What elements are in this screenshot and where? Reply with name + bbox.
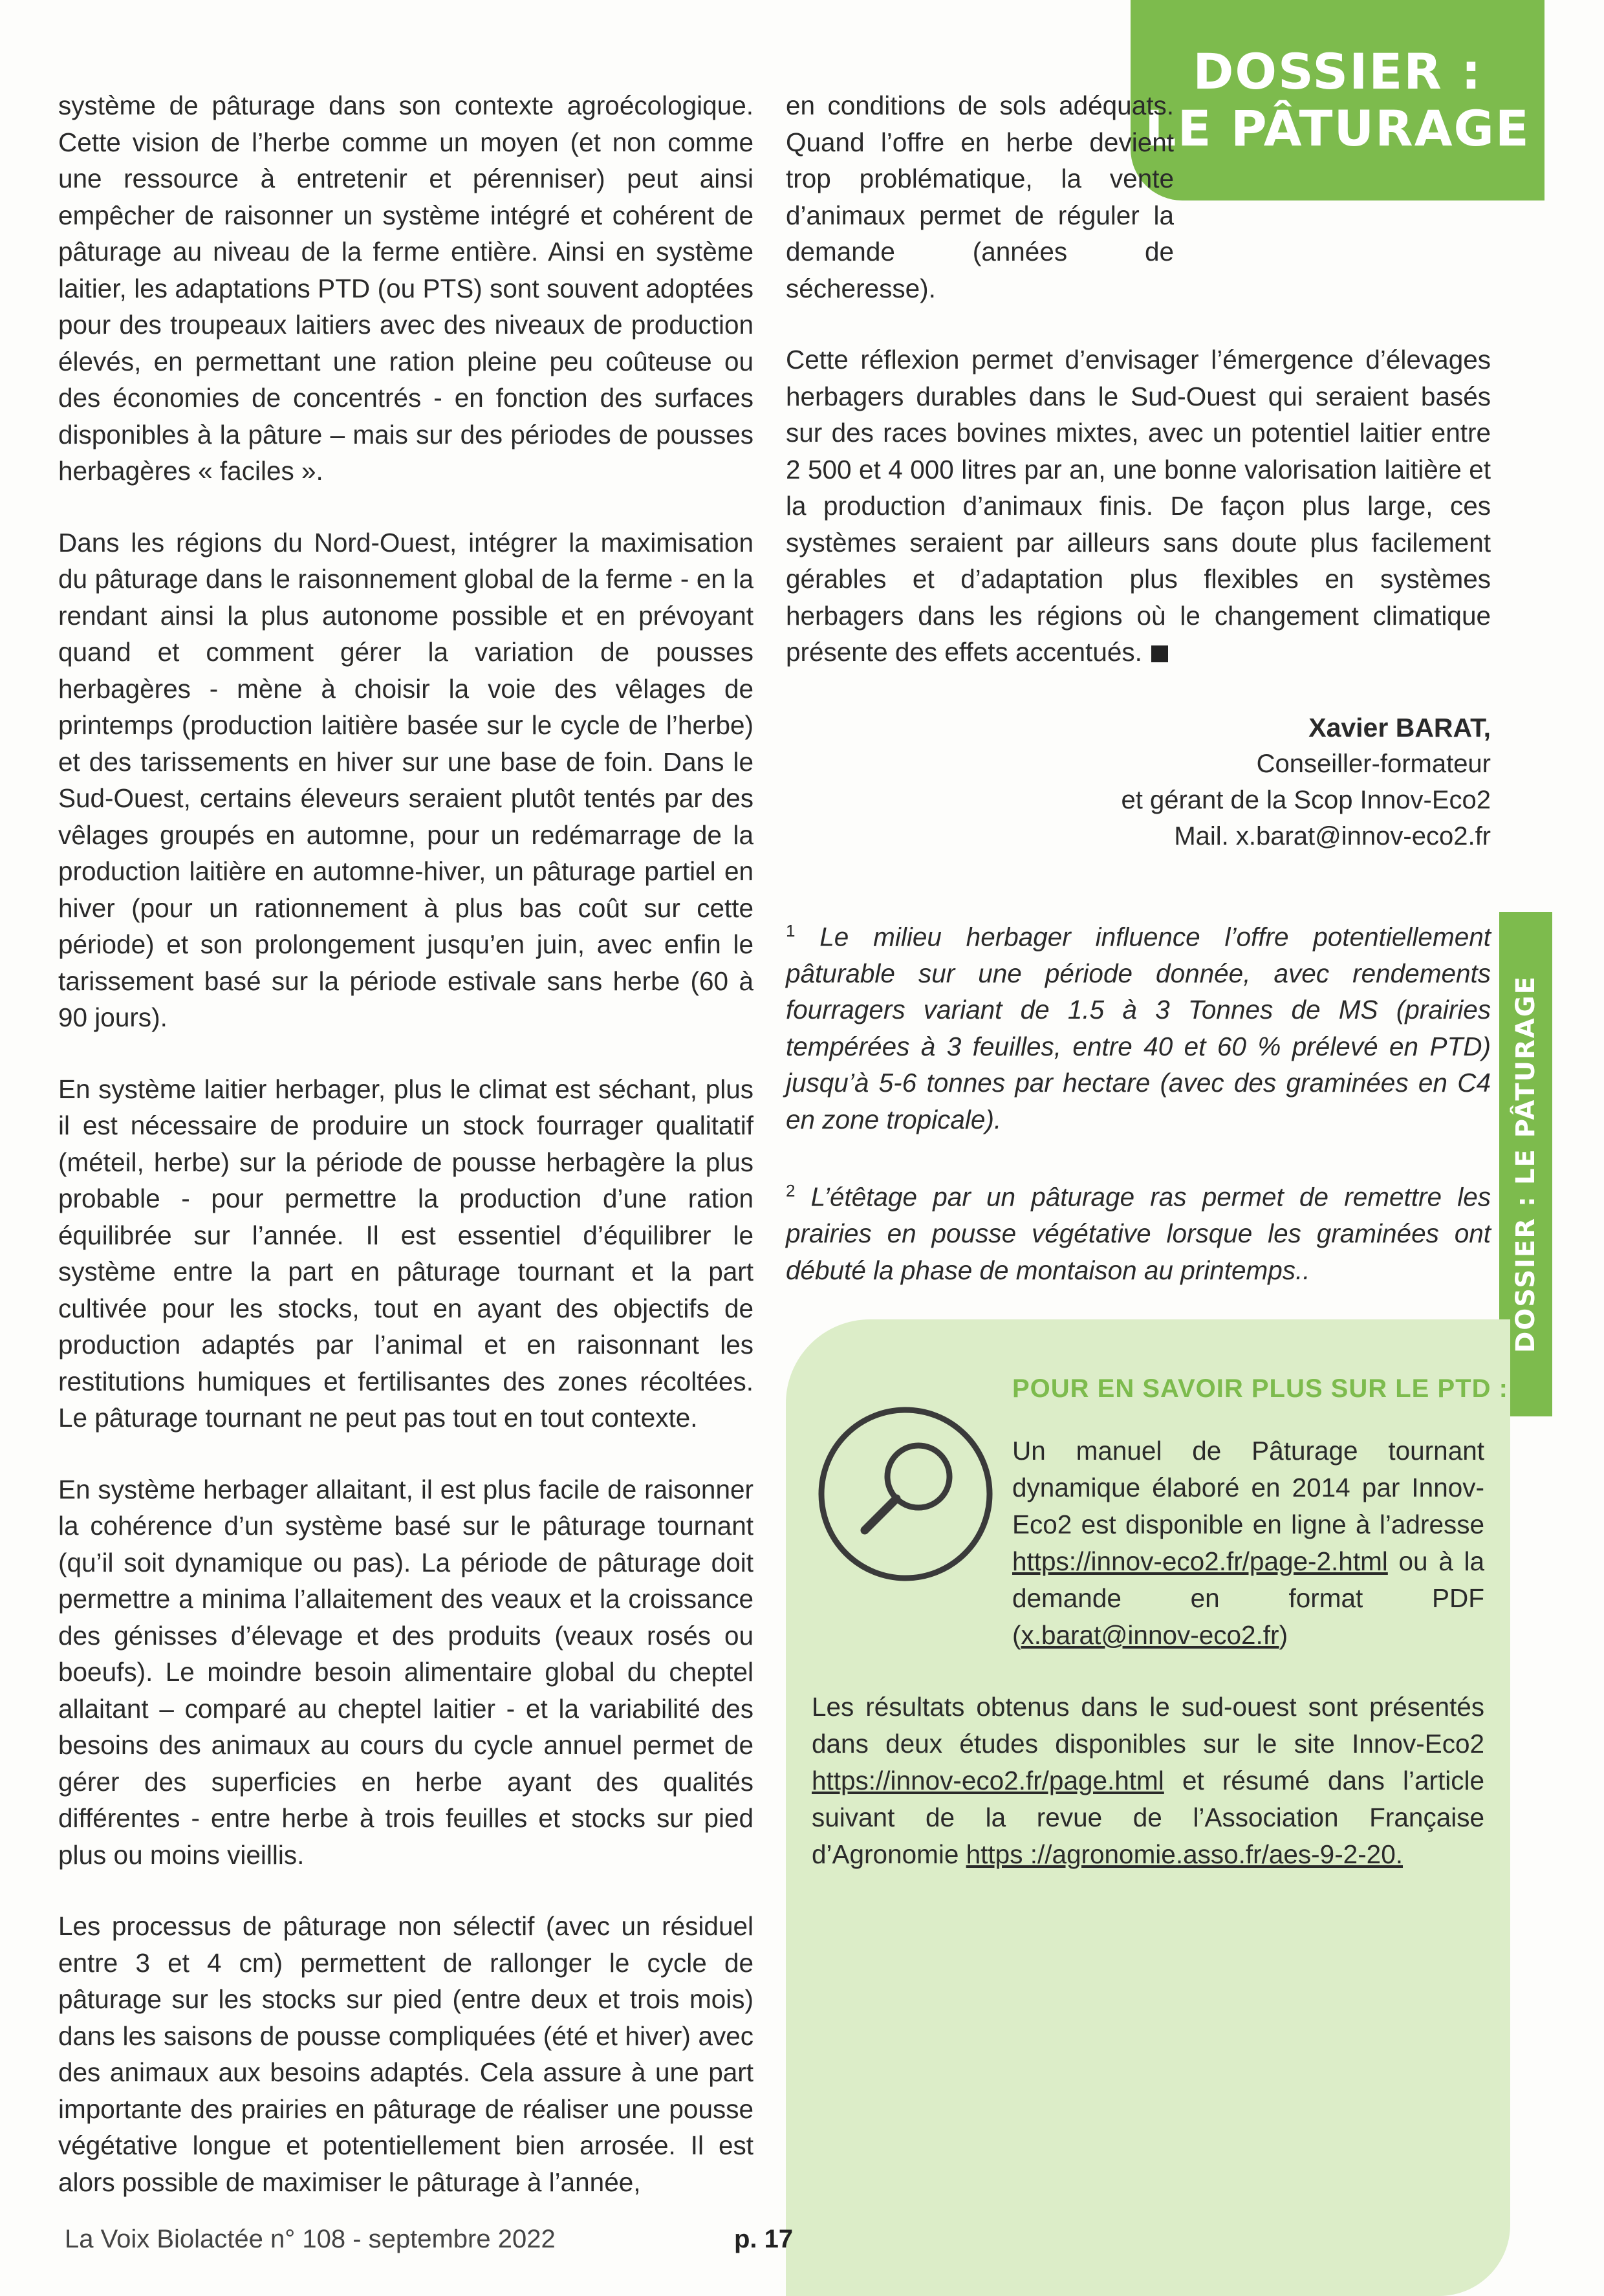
info-paragraph-2-text: Les résultats obtenus dans le sud-ouest sont présentés dans deux études disponibles sur le site Innov-Eco2: [812, 1692, 1484, 1759]
info-paragraph-2-mid: et résumé dans l’article suivant de la revue de l’Association Française d’Agronomie: [812, 1766, 1484, 1869]
side-tab-label: DOSSIER : LE PÂTURAGE: [1511, 975, 1541, 1353]
author-name: Xavier BARAT,: [1308, 712, 1491, 742]
right-column: [786, 87, 1491, 1323]
info-paragraph-1-mid: ou à la demande en format PDF (: [1012, 1546, 1484, 1650]
left-paragraph-5: Les processus de pâturage non sélectif (avec un résiduel entre 3 et 4 cm) permettent de rallonger le cycle de pâturage sur les stocks sur pied (entre deux et trois mois) dans les saisons de pousse compliquées (été et hiver) avec des animaux aux besoins adaptés. Cela assure à une part importante des prairies en pâturage de réaliser une pousse végétative longue et potentiellement bien arrosée. Il est alors possible de maximiser le pâturage à l’année,: [58, 1911, 753, 2197]
info-paragraph-1-end: ): [1279, 1620, 1288, 1650]
email-link[interactable]: x.barat@innov-eco2.fr: [1021, 1620, 1279, 1650]
dossier-title-line1: DOSSIER :: [1193, 43, 1482, 100]
info-box-title: POUR EN SAVOIR PLUS SUR LE PTD :: [1012, 1374, 1508, 1403]
end-square-icon: [1151, 645, 1168, 662]
right-paragraph-1: en conditions de sols adéquats. Quand l’offre en herbe devient trop problématique, la vente d’animaux permet de réguler la demande (années de sécheresse).: [786, 91, 1174, 303]
agronomie-link[interactable]: https ://agronomie.asso.fr/aes-9-2-20.: [966, 1839, 1403, 1869]
left-paragraph-3: En système laitier herbager, plus le climat est séchant, plus il est nécessaire de produire un stock fourrager qualitatif (méteil, herbe) sur la période de pousse herbagère la plus probable - pour permettre la production d’une ration équilibrée sur l’année. Il est essentiel d’équilibrer le système entre la part en pâturage tournant et la part cultivée pour les stocks, tout en ayant des objectifs de production adaptés par l’animal et en raisonnant les restitutions humiques et fertilisantes des zones récoltées. Le pâturage tournant ne peut pas tout en tout contexte.: [58, 1074, 753, 1433]
author-role: Conseiller-formateur: [1256, 749, 1491, 778]
right-paragraph-2-text: Cette réflexion permet d’envisager l’émergence d’élevages herbagers durables dans le Sud-Ouest qui seraient basés sur des races bovines mixtes, avec un potentiel laitier entre 2 500 et 4 000 litres par an, une bonne valorisation laitière et la production d’animaux finis. De façon plus large, ces systèmes seraient par ailleurs sans doute plus facilement gérables et d’adaptation plus flexibles en systèmes herbagers dans les régions où le changement climatique présente des effets accentués.: [786, 345, 1491, 667]
footnote-2: [786, 1173, 1491, 1288]
author-signature: [786, 709, 1491, 854]
right-paragraph-2: [786, 341, 1491, 671]
left-paragraph-4: En système herbager allaitant, il est plus facile de raisonner la cohérence d’un système basé sur le pâturage tournant (qu’il soit dynamique ou pas). La période de pâturage doit permettre a minima l’allaitement des veaux et la croissance des génisses d’élevage et des produits (veaux rosés ou boeufs). Le moindre besoin alimentaire global du cheptel allaitant – comparé au cheptel laitier - et la variabilité des besoins des animaux au cours du cycle annuel permet de gérer des superficies en herbe ayant des qualités différentes - entre herbe à trois feuilles et stocks sur pied plus ou moins vieillis.: [58, 1474, 753, 1870]
footnote-1-number: 1: [786, 920, 796, 940]
footnote-1: [786, 913, 1491, 1138]
publication-footer: La Voix Biolactée n° 108 - septembre 2022: [65, 2225, 556, 2253]
left-column: [58, 87, 753, 2235]
left-paragraph-1: système de pâturage dans son contexte agroécologique. Cette vision de l’herbe comme un moyen (et non comme une ressource à entretenir et pérenniser) peut ainsi empêcher de raisonner un système intégré et cohérent de pâturage au niveau de la ferme entière. Ainsi en système laitier, les adaptations PTD (ou PTS) sont souvent adoptées pour des troupeaux laitiers avec des niveaux de production élevés, en permettant une ration pleine peu coûteuse ou des économies de concentrés - en fonction des surfaces disponibles à la pâture – mais sur des périodes de pousses herbagères « faciles ».: [58, 91, 753, 486]
footnote-2-text: L’étêtage par un pâturage ras permet de remettre les prairies en pousse végétative lorsque les graminées ont débuté la phase de montaison au printemps..: [786, 1182, 1491, 1285]
footnote-2-number: 2: [786, 1181, 796, 1200]
author-mail: Mail. x.barat@innov-eco2.fr: [1174, 821, 1491, 850]
manual-link[interactable]: https://innov-eco2.fr/page-2.html: [1012, 1546, 1388, 1576]
author-company: et gérant de la Scop Innov-Eco2: [1121, 785, 1491, 814]
footnote-1-text: Le milieu herbager influence l’offre potentiellement pâturable sur une période donnée, avec rendements fourragers variant de 1.5 à 3 Tonnes de MS (prairies tempérées à 3 feuilles, entre 40 et 60 % prélevé en PTD) jusqu’à 5-6 tonnes par hectare (avec des graminées en C4 en zone tropicale).: [786, 922, 1491, 1134]
studies-link[interactable]: https://innov-eco2.fr/page.html: [812, 1766, 1164, 1795]
dossier-title-line2: LE PÂTURAGE: [1145, 100, 1530, 157]
info-paragraph-1-text: Un manuel de Pâturage tournant dynamique élaboré en 2014 par Innov-Eco2 est disponible en ligne à l’adresse: [1012, 1436, 1484, 1539]
info-paragraph-2: [812, 1689, 1484, 1873]
left-paragraph-2: Dans les régions du Nord-Ouest, intégrer la maximisation du pâturage dans le raisonnement global de la ferme - en la rendant ainsi la plus autonome possible et en prévoyant quand et comment gérer la variation de pousses herbagères - mène à choisir la voie des vêlages de printemps (production laitière basée sur le cycle de l’herbe) et des tarissements en hiver sur une base de foin. Dans le Sud-Ouest, certains éleveurs seraient plutôt tentés par des vêlages groupés en automne, pour un redémarrage de la production laitière en automne-hiver, un pâturage partiel en hiver (pour un rationnement à plus bas coût sur cette période) et son prolongement jusqu’en juin, avec enfin le tarissement basé sur la période estivale sans herbe (60 à 90 jours).: [58, 527, 753, 1032]
info-paragraph-1: [812, 1433, 1484, 1654]
page-number: p. 17: [734, 2225, 794, 2253]
info-box-text: [812, 1433, 1484, 1908]
